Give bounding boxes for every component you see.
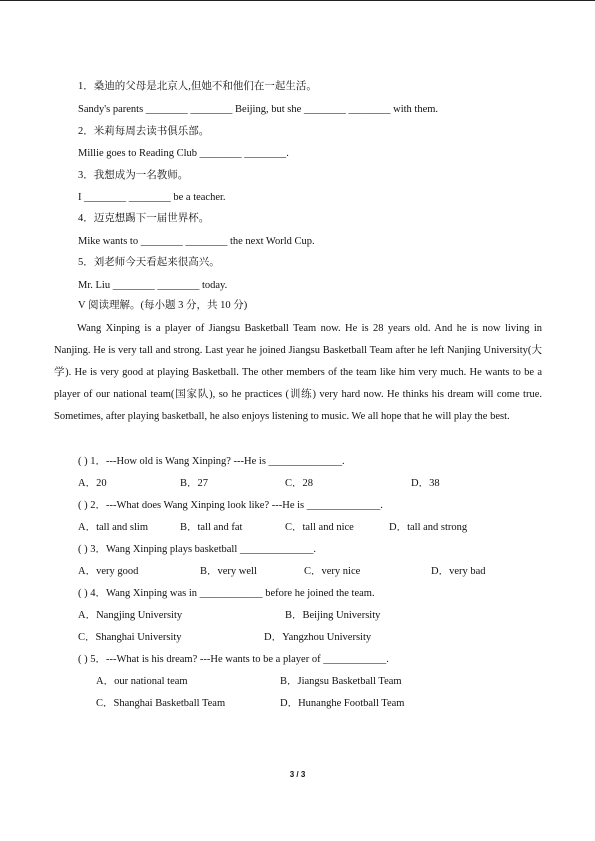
question-5-option-c: C．Shanghai Basketball Team	[96, 698, 226, 709]
question-1-stem: ( ) 1．---How old is Wang Xinping? ---He is ______________.	[78, 456, 345, 467]
question-5-option-a: A．our national team	[96, 676, 188, 687]
question-5-stem: ( ) 5．---What is his dream? ---He wants to be a player of ____________.	[78, 654, 389, 665]
translation-en-4: Mike wants to ________ ________ the next World Cup.	[78, 236, 315, 247]
question-5-option-d: D．Hunanghe Football Team	[280, 698, 405, 709]
question-4-stem: ( ) 4．Wang Xinping was in ____________ before he joined the team.	[78, 588, 375, 599]
question-4-option-a: A．Nangjing University	[78, 610, 183, 621]
section-title: V 阅读理解。(每小题 3 分，共 10 分)	[78, 300, 248, 311]
question-2-option-b: B．tall and fat	[180, 522, 243, 533]
translation-cn-2: 2．米莉每周去读书俱乐部。	[78, 126, 210, 137]
question-3-stem: ( ) 3．Wang Xinping plays basketball ______________.	[78, 544, 316, 555]
question-1-option-c: C．28	[285, 478, 314, 489]
question-3-option-c: C．very nice	[304, 566, 361, 577]
translation-cn-3: 3．我想成为一名教师。	[78, 170, 189, 181]
question-3-option-d: D．very bad	[431, 566, 486, 577]
question-3-option-b: B．very well	[200, 566, 257, 577]
translation-cn-4: 4．迈克想踢下一届世界杯。	[78, 213, 210, 224]
question-1-option-b: B．27	[180, 478, 209, 489]
translation-cn-1: 1．桑迪的父母是北京人,但她不和他们在一起生活。	[78, 81, 317, 92]
translation-cn-5: 5．刘老师今天看起来很高兴。	[78, 257, 220, 268]
page-number: 3 / 3	[289, 770, 306, 779]
question-1-option-d: D．38	[411, 478, 440, 489]
question-2-option-d: D．tall and strong	[389, 522, 468, 533]
question-4-option-c: C．Shanghai University	[78, 632, 182, 643]
translation-en-2: Millie goes to Reading Club ________ ________.	[78, 148, 289, 159]
question-3-option-a: A．very good	[78, 566, 139, 577]
question-1-option-a: A．20	[78, 478, 107, 489]
question-4-option-d: D．Yangzhou University	[264, 632, 372, 643]
question-2-option-c: C．tall and nice	[285, 522, 354, 533]
question-4-option-b: B．Beijing University	[285, 610, 381, 621]
translation-en-5: Mr. Liu ________ ________ today.	[78, 280, 228, 291]
translation-en-3: I ________ ________ be a teacher.	[78, 192, 226, 203]
translation-en-1: Sandy's parents ________ ________ Beijing, but she ________ ________ with them.	[78, 104, 439, 115]
top-border	[0, 0, 595, 1]
reading-passage: Wang Xinping is a player of Jiangsu Basketball Team now. He is 28 years old. And he is now living in Nanjing. He is very tall and strong. Last year he joined Jiangsu Basketball Team after he left Nanjing University(大学). He is very good at playing Basketball. The other members of the team like him very much. He wants to be a player of our national team(国家队), so he practices (训练) very hard now. He thinks his dream will come true. Sometimes, after playing basketball, he also enjoys listening to music. We all hope that he will play the best.	[54, 323, 542, 422]
question-2-stem: ( ) 2．---What does Wang Xinping look like? ---He is ______________.	[78, 500, 383, 511]
question-5-option-b: B．Jiangsu Basketball Team	[280, 676, 402, 687]
question-2-option-a: A．tall and slim	[78, 522, 148, 533]
